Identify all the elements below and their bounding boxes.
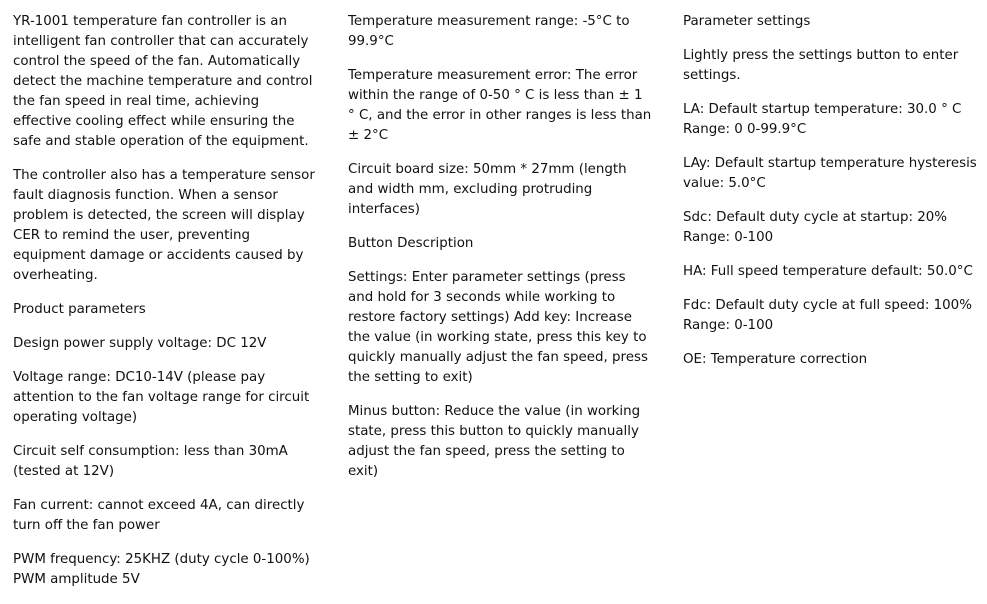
lay-parameter: LAy: Default startup temperature hysteresis value: 5.0°C	[683, 156, 977, 191]
ha-parameter: HA: Full speed temperature default: 50.0°C	[683, 264, 973, 279]
sdc-parameter: Sdc: Default duty cycle at startup: 20% Range: 0-100	[683, 210, 948, 245]
button-description-heading: Button Description	[348, 236, 474, 251]
parameter-settings-heading: Parameter settings	[683, 14, 811, 29]
voltage-range-spec: Voltage range: DC10-14V (please pay attention to the fan voltage range for circuit operating voltage)	[13, 370, 310, 425]
enter-settings-instruction: Lightly press the settings button to enter settings.	[683, 48, 959, 83]
pwm-spec: PWM frequency: 25KHZ (duty cycle 0-100%) PWM amplitude 5V	[13, 552, 310, 587]
fdc-parameter: Fdc: Default duty cycle at full speed: 100% Range: 0-100	[683, 298, 972, 333]
column-measurement-and-buttons	[348, 12, 652, 496]
measurement-error-spec: Temperature measurement error: The error within the range of 0-50 ° C is less than ± 1 ° C, and the error in other ranges is less than ± 2°C	[348, 68, 652, 143]
oe-parameter: OE: Temperature correction	[683, 352, 868, 367]
measurement-range-spec: Temperature measurement range: -5°C to 99.9°C	[348, 14, 630, 49]
product-parameters-heading: Product parameters	[13, 302, 146, 317]
self-consumption-spec: Circuit self consumption: less than 30mA (tested at 12V)	[13, 444, 288, 479]
column-product-overview	[13, 12, 319, 604]
intro-paragraph: YR-1001 temperature fan controller is an intelligent fan controller that can accurately control the speed of the fan. Automatically detect the machine temperature and control the fan speed in real time, achieving effective cooling effect while ensuring the safe and stable operation of the equipment.	[13, 14, 313, 149]
minus-button-description: Minus button: Reduce the value (in working state, press this button to quickly manually adjust the fan speed, press the setting to exit)	[348, 404, 641, 479]
supply-voltage-spec: Design power supply voltage: DC 12V	[13, 336, 267, 351]
fault-diagnosis-paragraph: The controller also has a temperature sensor fault diagnosis function. When a sensor problem is detected, the screen will display CER to remind the user, preventing equipment damage or accidents caused by overheating.	[13, 168, 315, 283]
column-parameter-settings	[683, 12, 983, 384]
settings-add-button-description: Settings: Enter parameter settings (press and hold for 3 seconds while working to restore factory settings) Add key: Increase the value (in working state, press this key to quickly manually adjust the fan speed, press the setting to exit)	[348, 270, 648, 385]
la-parameter: LA: Default startup temperature: 30.0 ° C Range: 0 0-99.9°C	[683, 102, 962, 137]
board-size-spec: Circuit board size: 50mm * 27mm (length and width mm, excluding protruding interfaces)	[348, 162, 627, 217]
fan-current-spec: Fan current: cannot exceed 4A, can directly turn off the fan power	[13, 498, 305, 533]
